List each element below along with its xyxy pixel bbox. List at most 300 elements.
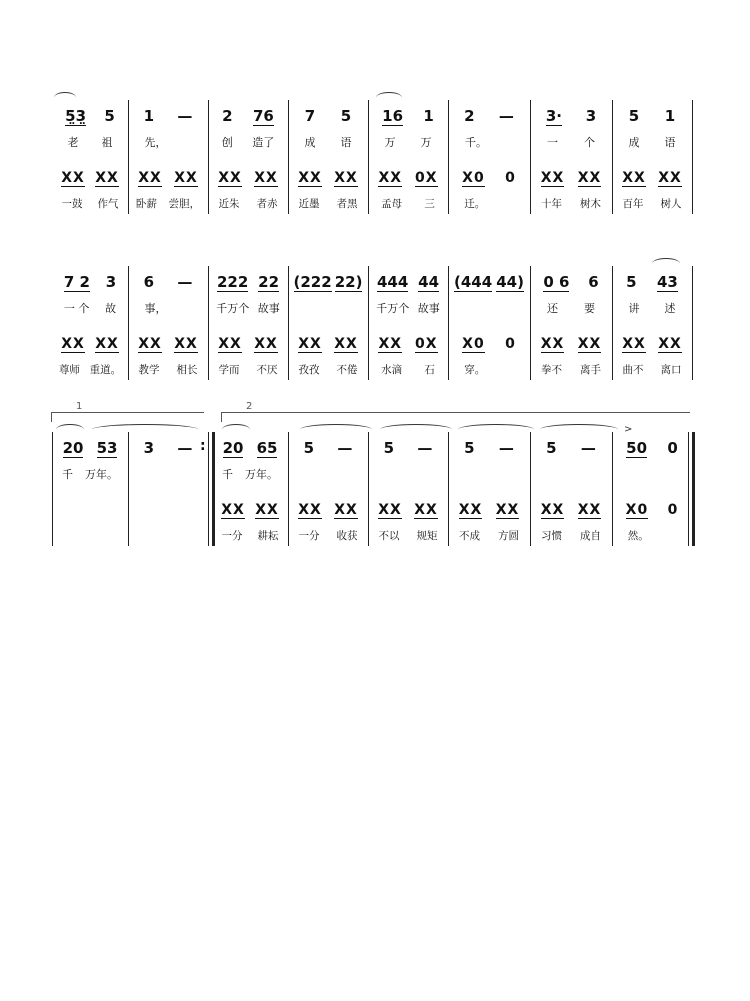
rhythm-token: XX bbox=[298, 335, 322, 352]
note: 2 bbox=[222, 107, 233, 125]
measure bbox=[368, 428, 448, 588]
note: — bbox=[177, 107, 193, 125]
measure bbox=[128, 96, 208, 256]
note: 20 bbox=[222, 438, 244, 457]
staff-system bbox=[0, 96, 750, 266]
barline bbox=[692, 266, 693, 380]
rhythm-lyric: 规矩 bbox=[416, 529, 438, 542]
rhythm-token: XX bbox=[378, 335, 403, 352]
rhythm-lyric-row bbox=[130, 526, 206, 544]
lyric: 创 bbox=[221, 136, 233, 149]
note: 0 6 bbox=[543, 272, 570, 291]
tie-slur bbox=[376, 92, 402, 103]
note-row bbox=[534, 268, 608, 296]
rhythm-row bbox=[212, 166, 284, 190]
lyric-row bbox=[212, 298, 284, 318]
lyric-row bbox=[292, 298, 364, 318]
rhythm-token: X0 bbox=[462, 169, 485, 186]
lyric-row bbox=[56, 132, 124, 152]
measure bbox=[448, 428, 530, 588]
rhythm-lyric: 耕耘 bbox=[257, 529, 279, 542]
rhythm-lyric-row bbox=[450, 526, 528, 544]
note: — bbox=[417, 439, 433, 457]
rhythm-lyric: 作气 bbox=[97, 197, 119, 210]
rhythm-token: XX bbox=[255, 501, 279, 518]
lyric: 千万个 bbox=[376, 302, 410, 315]
note-row bbox=[372, 434, 444, 462]
lyric-row bbox=[56, 464, 124, 484]
note-row bbox=[292, 102, 364, 130]
rhythm-token: XX bbox=[138, 169, 162, 186]
rhythm-row bbox=[452, 166, 526, 190]
rhythm-token: XX bbox=[95, 335, 119, 352]
note-row bbox=[534, 434, 608, 462]
rhythm-lyric-row bbox=[54, 360, 126, 378]
rhythm-token: XX bbox=[221, 501, 245, 518]
rhythm-token: XX bbox=[577, 501, 602, 518]
rhythm-lyric-row bbox=[130, 360, 206, 378]
lyric: 一 bbox=[547, 136, 558, 149]
rhythm-row bbox=[132, 498, 204, 522]
lyric-row bbox=[212, 132, 284, 152]
lyric: 个 bbox=[584, 136, 595, 149]
note: 0 bbox=[667, 439, 678, 457]
lyric: 成 bbox=[628, 136, 640, 149]
rhythm-row bbox=[292, 498, 364, 522]
note: 5 bbox=[626, 273, 637, 291]
rhythm-lyric: 树人 bbox=[660, 197, 682, 210]
lyric-row bbox=[452, 464, 526, 484]
rhythm-token: XX bbox=[254, 169, 278, 186]
barline bbox=[288, 266, 289, 380]
measure bbox=[288, 428, 368, 588]
note: 5 bbox=[546, 439, 557, 457]
barline bbox=[530, 432, 531, 546]
lyric: 故事 bbox=[417, 302, 440, 315]
rhythm-lyric: 离手 bbox=[580, 363, 601, 376]
note-row bbox=[292, 434, 364, 462]
rhythm-token: XX bbox=[658, 335, 682, 352]
rhythm-lyric: 相长 bbox=[176, 363, 198, 376]
rhythm-row bbox=[452, 498, 526, 522]
barline bbox=[208, 432, 209, 546]
lyric-row bbox=[292, 464, 364, 484]
measure bbox=[52, 428, 128, 588]
rhythm-lyric: 者赤 bbox=[256, 197, 278, 210]
note-row bbox=[372, 268, 444, 296]
note: 3 bbox=[105, 273, 117, 291]
note: 5 bbox=[383, 439, 395, 457]
staff-system bbox=[0, 262, 750, 432]
rhythm-row bbox=[56, 332, 124, 356]
measure bbox=[208, 262, 288, 422]
rhythm-lyric: 穿。 bbox=[464, 363, 486, 376]
note-row bbox=[56, 434, 124, 462]
barline bbox=[368, 100, 369, 214]
rhythm-lyric-row bbox=[54, 194, 126, 212]
note: 1 bbox=[423, 107, 434, 125]
lyric: 千 bbox=[222, 468, 233, 481]
rhythm-lyric: 成自 bbox=[580, 529, 601, 542]
rhythm-token: X0 bbox=[625, 501, 649, 518]
lyric: 万年。 bbox=[85, 468, 118, 481]
note: 5 bbox=[303, 439, 315, 457]
tie-slur bbox=[540, 424, 618, 435]
note-row bbox=[372, 102, 444, 130]
barline bbox=[128, 266, 129, 380]
rhythm-row bbox=[56, 166, 124, 190]
barline bbox=[530, 266, 531, 380]
barline bbox=[688, 432, 689, 546]
rhythm-lyric: 习惯 bbox=[541, 529, 562, 542]
rhythm-token: XX bbox=[622, 169, 646, 186]
barline bbox=[368, 266, 369, 380]
lyric-row bbox=[616, 298, 688, 318]
note-row bbox=[56, 102, 124, 130]
measure bbox=[212, 428, 288, 588]
rhythm-lyric: 曲不 bbox=[622, 363, 644, 376]
note: (222 bbox=[293, 272, 332, 291]
barline bbox=[530, 100, 531, 214]
note: 76 bbox=[252, 106, 274, 125]
rhythm-lyric-row bbox=[614, 194, 690, 212]
rhythm-token: 0 bbox=[505, 336, 516, 352]
rhythm-lyric-row bbox=[370, 360, 446, 378]
tie-slur bbox=[300, 424, 372, 435]
measure bbox=[288, 96, 368, 256]
barline bbox=[448, 432, 449, 546]
measure bbox=[448, 262, 530, 422]
rhythm-lyric: 石 bbox=[424, 363, 435, 376]
note: (444 bbox=[454, 272, 493, 291]
lyric: 先， bbox=[144, 136, 167, 149]
note: 7 bbox=[304, 107, 316, 125]
note: — bbox=[337, 439, 353, 457]
lyric-row bbox=[372, 464, 444, 484]
lyric: 语 bbox=[664, 136, 676, 149]
rhythm-row bbox=[372, 332, 444, 356]
note-row bbox=[216, 434, 284, 462]
ending-cap bbox=[221, 412, 222, 422]
note: 1 bbox=[664, 107, 676, 125]
barline bbox=[212, 432, 215, 546]
rhythm-token: XX bbox=[658, 169, 682, 186]
tie-slur bbox=[222, 424, 250, 435]
rhythm-lyric: 学而 bbox=[218, 363, 240, 376]
measure bbox=[52, 262, 128, 422]
rhythm-lyric-row bbox=[370, 194, 446, 212]
rhythm-token: XX bbox=[138, 335, 162, 352]
rhythm-row bbox=[372, 166, 444, 190]
note: — bbox=[177, 439, 193, 457]
rhythm-token: XX bbox=[61, 169, 85, 186]
lyric: 要 bbox=[584, 302, 595, 315]
barline bbox=[692, 100, 693, 214]
rhythm-token: XX bbox=[495, 501, 520, 518]
rhythm-token: XX bbox=[577, 169, 602, 186]
tie-slur bbox=[92, 424, 198, 435]
lyric-row bbox=[132, 132, 204, 152]
note-row bbox=[212, 268, 284, 296]
rhythm-lyric-row bbox=[532, 360, 610, 378]
rhythm-lyric-row bbox=[290, 526, 366, 544]
rhythm-lyric: 孜孜 bbox=[298, 363, 320, 376]
measure bbox=[128, 428, 208, 588]
rhythm-token: XX bbox=[174, 169, 198, 186]
note-row bbox=[132, 434, 204, 462]
rhythm-token: XX bbox=[378, 501, 402, 518]
rhythm-row bbox=[452, 332, 526, 356]
lyric-row bbox=[616, 464, 688, 484]
lyric: 万 bbox=[384, 136, 396, 149]
barline bbox=[128, 100, 129, 214]
rhythm-token: 0X bbox=[414, 169, 438, 186]
measure bbox=[448, 96, 530, 256]
lyric: 述 bbox=[664, 302, 676, 315]
tie-slur bbox=[458, 424, 534, 435]
rhythm-token: XX bbox=[334, 501, 358, 518]
lyric: 一 个 bbox=[63, 302, 90, 315]
note: — bbox=[580, 439, 596, 457]
rhythm-token: XX bbox=[61, 335, 85, 352]
note: 222 bbox=[216, 272, 249, 291]
lyric-row bbox=[132, 298, 204, 318]
rhythm-lyric: 水滴 bbox=[381, 363, 403, 376]
rhythm-lyric-row bbox=[614, 360, 690, 378]
note: 5̤3̤ bbox=[65, 106, 87, 125]
rhythm-row bbox=[292, 166, 364, 190]
rhythm-lyric-row bbox=[532, 194, 610, 212]
lyric-row bbox=[372, 298, 444, 318]
lyric-row bbox=[292, 132, 364, 152]
rhythm-lyric: 一分 bbox=[298, 529, 320, 542]
rhythm-token: 0X bbox=[414, 335, 438, 352]
rhythm-token: XX bbox=[174, 335, 198, 352]
rhythm-row bbox=[534, 498, 608, 522]
note: 3 bbox=[585, 107, 597, 125]
note: 7 2 bbox=[63, 272, 90, 291]
measure bbox=[530, 96, 612, 256]
measure bbox=[208, 96, 288, 256]
note: 444 bbox=[376, 272, 409, 291]
rhythm-token: XX bbox=[414, 501, 438, 518]
lyric: 千万个 bbox=[216, 302, 250, 315]
rhythm-lyric: 百年 bbox=[622, 197, 644, 210]
rhythm-token: XX bbox=[218, 169, 242, 186]
barline bbox=[208, 100, 209, 214]
rhythm-lyric: 拳不 bbox=[541, 363, 562, 376]
note: 43 bbox=[656, 272, 678, 291]
rhythm-lyric: 不成 bbox=[459, 529, 480, 542]
lyric: 万年。 bbox=[245, 468, 278, 481]
rhythm-row bbox=[616, 498, 688, 522]
rhythm-lyric: 尊师 bbox=[58, 363, 80, 376]
note-row bbox=[452, 102, 526, 130]
note: 5 bbox=[464, 439, 475, 457]
lyric-row bbox=[56, 298, 124, 318]
lyric: 造了 bbox=[252, 136, 275, 149]
lyric: 成 bbox=[304, 136, 316, 149]
rhythm-token: XX bbox=[298, 501, 322, 518]
rhythm-lyric: 三 bbox=[424, 197, 435, 210]
note: 1 bbox=[143, 107, 155, 125]
barline bbox=[288, 432, 289, 546]
note: 6 bbox=[588, 273, 599, 291]
rhythm-token: XX bbox=[95, 169, 119, 186]
rhythm-lyric: 不厌 bbox=[256, 363, 278, 376]
rhythm-lyric: 一鼓 bbox=[61, 197, 83, 210]
rhythm-token: XX bbox=[540, 501, 565, 518]
rhythm-row bbox=[616, 332, 688, 356]
lyric-row bbox=[372, 132, 444, 152]
rhythm-token: XX bbox=[577, 335, 602, 352]
rhythm-token: 0 bbox=[505, 170, 516, 186]
tie-slur bbox=[56, 424, 84, 435]
rhythm-lyric: 尝胆， bbox=[168, 197, 201, 210]
barline bbox=[612, 432, 613, 546]
note: — bbox=[177, 273, 193, 291]
lyric: 还 bbox=[547, 302, 558, 315]
rhythm-lyric-row bbox=[130, 194, 206, 212]
barline bbox=[612, 266, 613, 380]
note: 5 bbox=[628, 107, 640, 125]
rhythm-lyric: 不倦 bbox=[336, 363, 358, 376]
rhythm-lyric-row bbox=[450, 194, 528, 212]
rhythm-lyric-row bbox=[614, 526, 690, 544]
repeat-sign: : bbox=[200, 438, 206, 454]
rhythm-lyric: 十年 bbox=[541, 197, 562, 210]
note: 44 bbox=[418, 272, 440, 291]
rhythm-lyric-row bbox=[210, 360, 286, 378]
lyric: 万 bbox=[420, 136, 432, 149]
barline bbox=[692, 432, 695, 546]
rhythm-lyric: 迁。 bbox=[464, 197, 486, 210]
measure bbox=[128, 262, 208, 422]
rhythm-row bbox=[132, 332, 204, 356]
note-row bbox=[56, 268, 124, 296]
rhythm-lyric: 教学 bbox=[138, 363, 160, 376]
rhythm-token: XX bbox=[540, 335, 565, 352]
rhythm-row bbox=[372, 498, 444, 522]
rhythm-token: XX bbox=[254, 335, 278, 352]
rhythm-token: XX bbox=[218, 335, 242, 352]
rhythm-lyric: 近朱 bbox=[218, 197, 240, 210]
rhythm-token: XX bbox=[334, 169, 358, 186]
lyric: 千。 bbox=[465, 136, 487, 149]
tie-slur bbox=[54, 92, 76, 103]
rhythm-lyric-row bbox=[532, 526, 610, 544]
staff-system bbox=[0, 401, 750, 598]
rhythm-lyric: 卧薪 bbox=[135, 197, 157, 210]
note: 3· bbox=[545, 106, 562, 125]
rhythm-token: XX bbox=[378, 169, 403, 186]
tie-slur bbox=[380, 424, 452, 435]
note: 50 bbox=[626, 438, 648, 457]
note: 22 bbox=[258, 272, 280, 291]
lyric: 讲 bbox=[628, 302, 640, 315]
lyric: 事， bbox=[144, 302, 167, 315]
rhythm-lyric: 方圆 bbox=[498, 529, 519, 542]
rhythm-lyric: 孟母 bbox=[381, 197, 403, 210]
rhythm-lyric-row bbox=[290, 360, 366, 378]
barline bbox=[288, 100, 289, 214]
rhythm-token: XX bbox=[540, 169, 565, 186]
rhythm-token: XX bbox=[458, 501, 483, 518]
ending-number: 1 bbox=[76, 401, 83, 412]
rhythm-row bbox=[216, 498, 284, 522]
note: 20 bbox=[62, 438, 84, 457]
lyric-row bbox=[216, 464, 284, 484]
note: 5 bbox=[340, 107, 352, 125]
rhythm-lyric: 不以 bbox=[378, 529, 400, 542]
note-row bbox=[292, 268, 364, 296]
lyric: 故 bbox=[105, 302, 117, 315]
lyric-row bbox=[534, 298, 608, 318]
note-row bbox=[616, 268, 688, 296]
rhythm-row bbox=[132, 166, 204, 190]
second-ending-bracket bbox=[222, 401, 690, 421]
note: 6 bbox=[143, 273, 155, 291]
note-row bbox=[534, 102, 608, 130]
measure bbox=[368, 96, 448, 256]
note-row bbox=[132, 268, 204, 296]
barline bbox=[208, 266, 209, 380]
barline bbox=[128, 432, 129, 546]
ending-number: 2 bbox=[246, 401, 253, 412]
ending-cap bbox=[51, 412, 52, 422]
rhythm-lyric-row bbox=[450, 360, 528, 378]
note: 22) bbox=[334, 272, 363, 291]
rhythm-token: 0 bbox=[667, 502, 679, 518]
rhythm-lyric: 一分 bbox=[221, 529, 243, 542]
note-row bbox=[212, 102, 284, 130]
rhythm-token: XX bbox=[298, 169, 322, 186]
first-ending-bracket bbox=[52, 401, 204, 421]
accent-mark: > bbox=[624, 424, 633, 435]
lyric: 老 bbox=[67, 136, 79, 149]
rhythm-row bbox=[56, 498, 124, 522]
lyric-row bbox=[452, 298, 526, 318]
rhythm-lyric: 树木 bbox=[580, 197, 601, 210]
note: 44) bbox=[496, 272, 524, 291]
measure bbox=[612, 428, 692, 588]
note-row bbox=[452, 268, 526, 296]
rhythm-token: X0 bbox=[462, 335, 485, 352]
measure bbox=[530, 262, 612, 422]
note: 65 bbox=[256, 438, 278, 457]
note-row bbox=[452, 434, 526, 462]
measure bbox=[530, 428, 612, 588]
note: 16 bbox=[382, 106, 404, 125]
barline bbox=[448, 100, 449, 214]
tie-slur bbox=[652, 258, 680, 269]
barline bbox=[448, 266, 449, 380]
lyric-row bbox=[452, 132, 526, 152]
lyric: 语 bbox=[340, 136, 352, 149]
note: 53 bbox=[96, 438, 118, 457]
note: — bbox=[498, 439, 514, 457]
rhythm-lyric: 然。 bbox=[627, 529, 649, 542]
rhythm-lyric: 离口 bbox=[660, 363, 682, 376]
rhythm-lyric-row bbox=[214, 526, 286, 544]
note-row bbox=[616, 102, 688, 130]
barline bbox=[612, 100, 613, 214]
rhythm-token: XX bbox=[622, 335, 646, 352]
rhythm-row bbox=[292, 332, 364, 356]
rhythm-lyric-row bbox=[290, 194, 366, 212]
measure bbox=[612, 96, 692, 256]
rhythm-lyric-row bbox=[54, 526, 126, 544]
